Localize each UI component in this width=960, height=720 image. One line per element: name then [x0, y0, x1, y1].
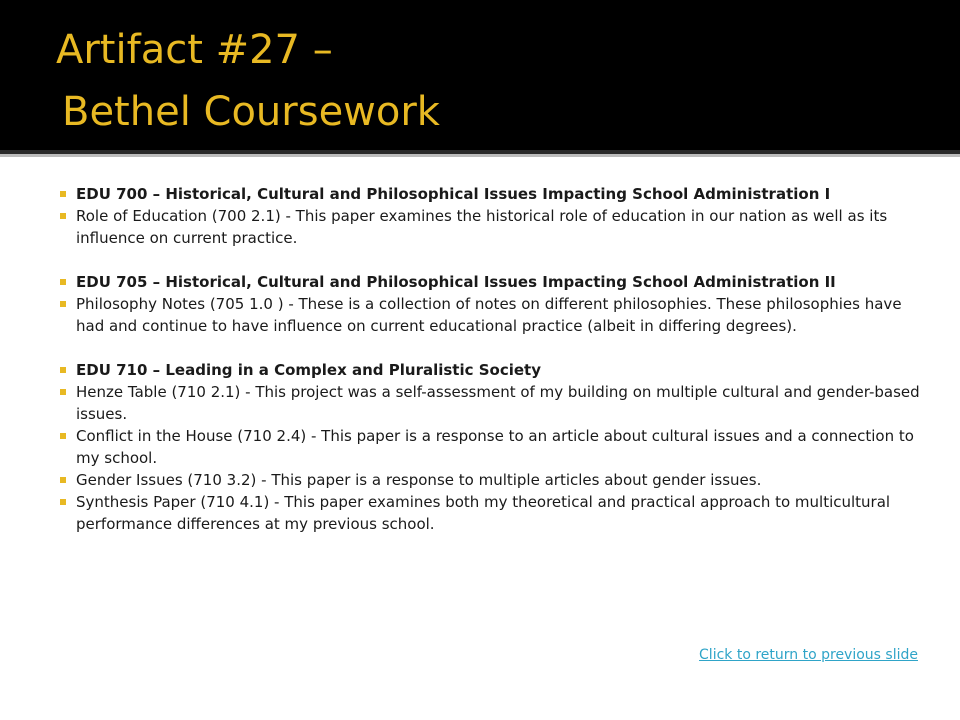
bullet-text: EDU 700 – Historical, Cultural and Philosophical Issues Impacting School Administration I [76, 185, 831, 203]
bullet-text: EDU 710 – Leading in a Complex and Pluralistic Society [76, 361, 541, 379]
artifact-conflict-in-the-house [60, 425, 922, 469]
bullet-list [60, 183, 922, 535]
slide-content [0, 157, 960, 720]
bullet-text: Gender Issues (710 3.2) - This paper is a response to multiple articles about gender issues. [76, 471, 762, 489]
bullet-text: EDU 705 – Historical, Cultural and Philosophical Issues Impacting School Administration II [76, 273, 836, 291]
artifact-synthesis-paper [60, 491, 922, 535]
artifact-role-of-education [60, 205, 922, 249]
bullet-text: Conflict in the House (710 2.4) - This paper is a response to an article about cultural issues and a connection to my school. [76, 427, 914, 467]
artifact-gender-issues [60, 469, 922, 491]
square-bullet-icon [60, 389, 66, 395]
bullet-text: Role of Education (700 2.1) - This paper examines the historical role of education in our nation as well as its influence on current practice. [76, 207, 888, 247]
square-bullet-icon [60, 191, 66, 197]
course-heading-edu705 [60, 271, 922, 293]
bullet-text: Henze Table (710 2.1) - This project was a self-assessment of my building on multiple cultural and gender-based issues. [76, 383, 920, 423]
slide-title-line-2: Bethel Coursework [62, 89, 440, 135]
square-bullet-icon [60, 301, 66, 307]
bullet-text: Philosophy Notes (705 1.0 ) - These is a collection of notes on different philosophies. These philosophies have had and continue to have influence on current educational practice (albeit in differing degrees). [76, 295, 902, 335]
square-bullet-icon [60, 279, 66, 285]
artifact-philosophy-notes [60, 293, 922, 337]
title-bar [0, 0, 960, 150]
artifact-henze-table [60, 381, 922, 425]
square-bullet-icon [60, 477, 66, 483]
course-heading-edu700 [60, 183, 922, 205]
square-bullet-icon [60, 433, 66, 439]
bullet-text: Synthesis Paper (710 4.1) - This paper examines both my theoretical and practical approach to multicultural performance differences at my previous school. [76, 493, 891, 533]
slide-title-line-1: Artifact #27 – [56, 27, 333, 73]
square-bullet-icon [60, 367, 66, 373]
return-to-previous-slide-link[interactable]: Click to return to previous slide [699, 647, 918, 663]
square-bullet-icon [60, 213, 66, 219]
course-heading-edu710 [60, 359, 922, 381]
square-bullet-icon [60, 499, 66, 505]
